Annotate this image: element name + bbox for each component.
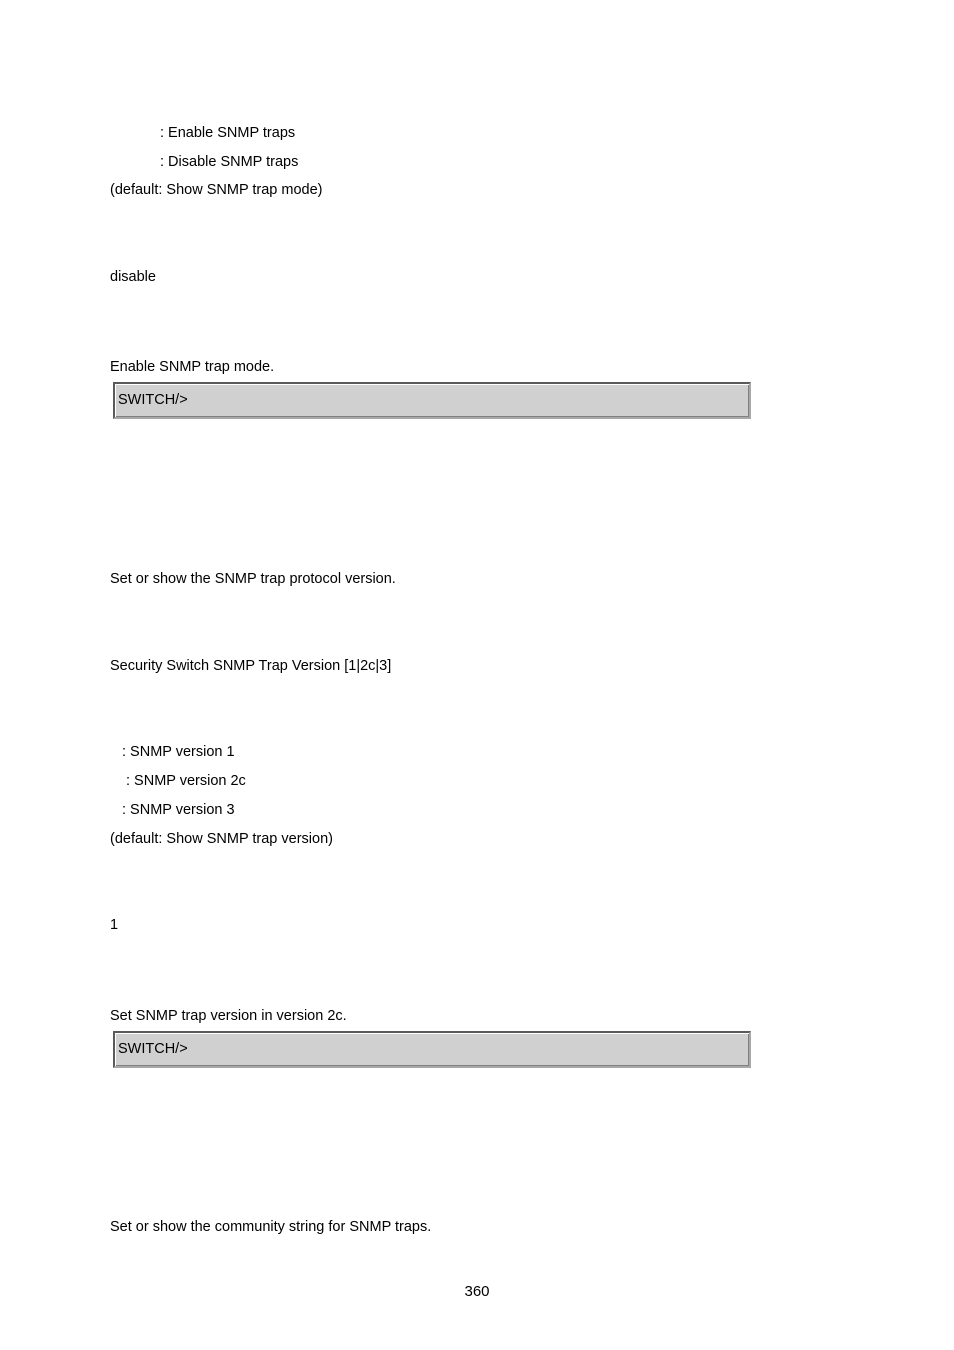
default-value: disable <box>110 269 156 285</box>
default-value: 1 <box>110 917 119 933</box>
command-syntax: Security Switch SNMP Trap Version [1|2c|3] <box>110 658 392 674</box>
param-disable: : Disable SNMP traps <box>160 154 299 170</box>
console-prompt: SWITCH/> <box>118 1041 188 1057</box>
console-prompt: SWITCH/> <box>118 392 188 408</box>
example-description: Enable SNMP trap mode. <box>110 359 275 375</box>
default-note: (default: Show SNMP trap version) <box>110 831 333 847</box>
param-version-1: : SNMP version 1 <box>122 744 235 760</box>
console-example-box <box>113 1031 751 1068</box>
console-example-box <box>113 382 751 419</box>
default-note: (default: Show SNMP trap mode) <box>110 182 323 198</box>
example-description: Set SNMP trap version in version 2c. <box>110 1008 347 1024</box>
param-enable: : Enable SNMP traps <box>160 125 296 141</box>
command-description: Set or show the community string for SNMP traps. <box>110 1219 432 1235</box>
command-description: Set or show the SNMP trap protocol version. <box>110 571 396 587</box>
param-version-2c: : SNMP version 2c <box>126 773 246 789</box>
page-number: 360 <box>464 1283 490 1300</box>
param-version-3: : SNMP version 3 <box>122 802 235 818</box>
